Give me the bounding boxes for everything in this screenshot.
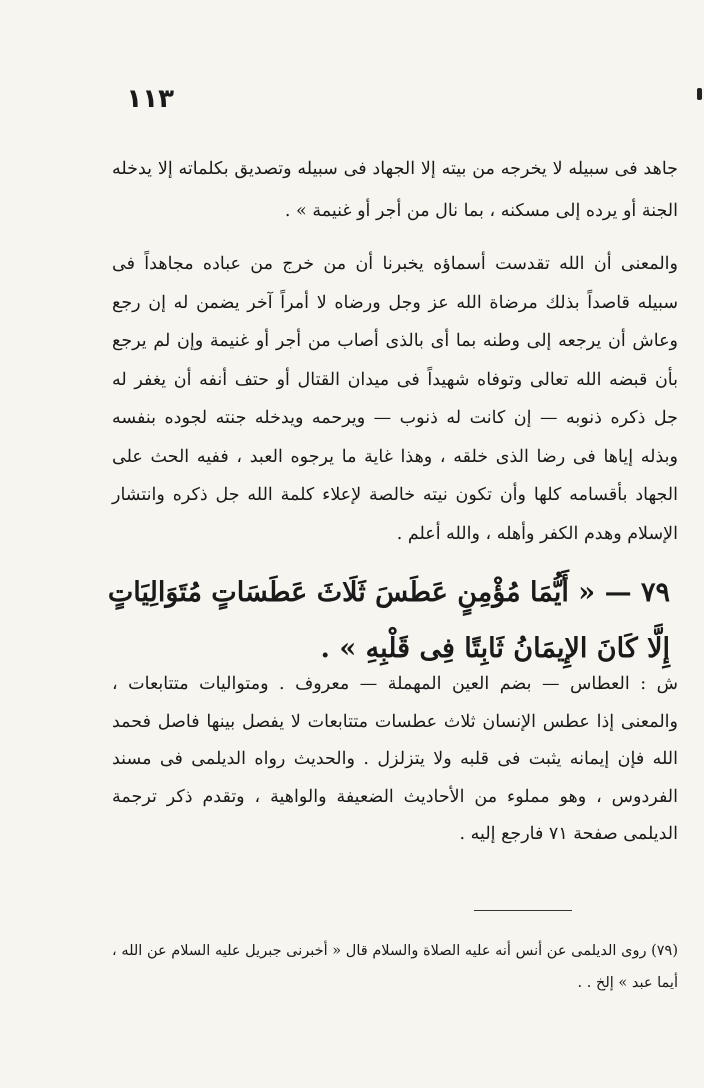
page-number: ١١٣	[126, 84, 174, 114]
footnote-divider	[474, 910, 572, 911]
meaning-paragraph: والمعنى أن الله تقدست أسماؤه يخبرنا أن من خرج من عباده مجاهداً فى سبيله قاصداً بذلك مرضاة الله عز وجل ورضاه لا أمراً آخر يضمن له إن رجع وعاش أن يرجعه إلى وطنه بما أى بالذى أصاب من أجر أو غنيمة وإن لم يرجع بأن قبضه الله تعالى وتوفاه شهيداً فى ميدان القتال أو حتف أنفه أن يغفر له جل ذكره ذنوبه — إن كانت له ذنوب — ويرحمه ويدخله جنته لجوده بنفسه وبذله إياها فى رضا الذى خلقه ، وهذا غاية ما يرجوه العبد ، ففيه الحث على الجهاد بأقسامه كلها وأن تكون نيته خالصة لإعلاء كلمة الله جل ذكره وانتشار الإسلام وهدم الكفر وأهله ، والله أعلم .	[112, 254, 678, 544]
page-edge-mark	[697, 88, 702, 100]
intro-paragraph: جاهد فى سبيله لا يخرجه من بيته إلا الجهاد فى سبيله وتصديق بكلماته إلا يدخله الجنة أو يرده إلى مسكنه ، بما نال من أجر أو غنيمة » .	[112, 159, 678, 221]
hadith-text: ٧٩ — « أَيُّمَا مُؤْمِنٍ عَطَسَ ثَلَاثَ عَطَسَاتٍ مُتَوَالِيَاتٍ إِلَّا كَانَ الإِيمَانُ ثَابِتًا فِى قَلْبِهِ » .	[107, 577, 670, 664]
footnote: (٧٩) روى الديلمى عن أنس أنه عليه الصلاة والسلام قال « أخبرنى جبريل عليه السلام عن الله ، أيما عبد » إلخ . .	[112, 943, 678, 991]
commentary-paragraph: ش : العطاس — بضم العين المهملة — معروف . ومتواليات متتابعات ، والمعنى إذا عطس الإنسان ثلاث عطسات متتابعات لا يفصل بينها فاصل فحمد الله فإن إيمانه يثبت فى قلبه ولا يتزلزل . والحديث رواه الديلمى فى مسند الفردوس ، وهو مملوء من الأحاديث الضعيفة والواهية ، وتقدم ذكر ترجمة الديلمى صفحة ٧١ فارجع إليه .	[112, 674, 678, 844]
